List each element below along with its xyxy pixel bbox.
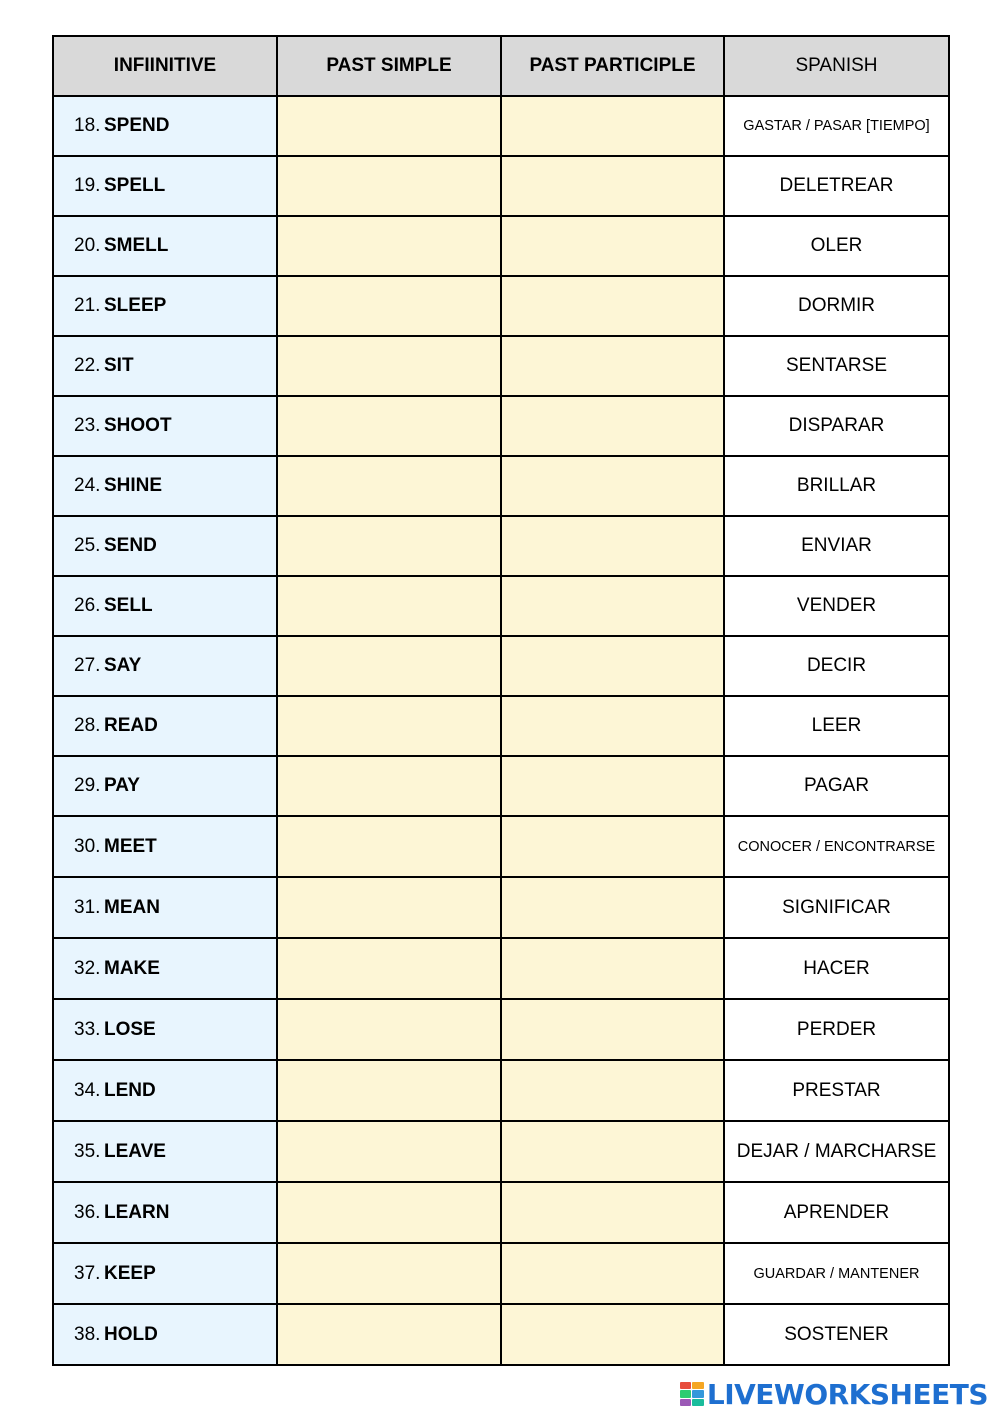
table-row [53,938,949,999]
row-number: 32. [74,957,101,979]
past-participle-input[interactable] [506,1309,723,1362]
infinitive-verb: HOLD [104,1323,158,1345]
table-row [53,336,949,396]
infinitive-cell [53,1243,277,1304]
past-participle-cell[interactable] [501,1060,724,1121]
row-number: 30. [74,835,101,857]
infinitive-cell [53,576,277,636]
header-infinitive: INFIINITIVE [53,36,277,96]
past-participle-input[interactable] [506,521,723,573]
spanish-translation: GUARDAR / MANTENER [724,1243,949,1304]
past-simple-cell[interactable] [277,516,501,576]
past-simple-cell[interactable] [277,396,501,456]
past-participle-input[interactable] [506,101,723,153]
table-row [53,999,949,1060]
liveworksheets-logo-icon [680,1382,704,1406]
past-participle-input[interactable] [506,1065,723,1118]
past-participle-input[interactable] [506,943,723,996]
infinitive-verb: SIT [104,355,134,376]
past-participle-input[interactable] [506,1126,723,1179]
row-number: 20. [74,235,101,256]
past-participle-cell[interactable] [501,938,724,999]
past-participle-input[interactable] [506,641,723,693]
row-number: 33. [74,1018,101,1040]
past-simple-input[interactable] [282,161,500,213]
infinitive-cell [53,877,277,938]
past-simple-input[interactable] [282,761,500,813]
infinitive-cell [53,96,277,156]
row-number: 36. [74,1201,101,1223]
past-participle-cell[interactable] [501,456,724,516]
row-number: 18. [74,115,101,136]
past-simple-input[interactable] [282,1126,500,1179]
spanish-translation: PERDER [724,999,949,1060]
spanish-translation: SIGNIFICAR [724,877,949,938]
infinitive-verb: LEND [104,1079,156,1101]
spanish-translation: SOSTENER [724,1304,949,1365]
infinitive-cell [53,1060,277,1121]
row-number: 28. [74,715,101,736]
infinitive-verb: LEAVE [104,1140,166,1162]
past-simple-input[interactable] [282,1309,500,1362]
past-simple-input[interactable] [282,882,500,935]
infinitive-cell [53,456,277,516]
infinitive-cell [53,216,277,276]
table-row [53,1243,949,1304]
row-number: 37. [74,1262,101,1284]
past-simple-cell[interactable] [277,877,501,938]
infinitive-cell [53,636,277,696]
spanish-translation: DORMIR [724,276,949,336]
infinitive-cell [53,938,277,999]
past-participle-cell[interactable] [501,396,724,456]
past-simple-cell[interactable] [277,156,501,216]
past-participle-cell[interactable] [501,1304,724,1365]
past-simple-cell[interactable] [277,1182,501,1243]
spanish-translation: APRENDER [724,1182,949,1243]
spanish-translation: BRILLAR [724,456,949,516]
past-participle-cell[interactable] [501,816,724,877]
past-simple-cell[interactable] [277,816,501,877]
past-participle-cell[interactable] [501,96,724,156]
infinitive-verb: MEET [104,835,157,857]
past-simple-input[interactable] [282,461,500,513]
infinitive-verb: KEEP [104,1262,156,1284]
row-number: 31. [74,896,101,918]
infinitive-verb: SHINE [104,475,163,496]
past-participle-input[interactable] [506,882,723,935]
table-row [53,696,949,756]
past-simple-cell[interactable] [277,456,501,516]
header-past-participle: PAST PARTICIPLE [501,36,724,96]
spanish-translation: HACER [724,938,949,999]
past-simple-cell[interactable] [277,576,501,636]
past-participle-input[interactable] [506,1248,723,1301]
infinitive-verb: SAY [104,655,142,676]
spanish-translation: ENVIAR [724,516,949,576]
table-row [53,276,949,336]
table-row [53,756,949,816]
past-participle-cell[interactable] [501,756,724,816]
infinitive-cell [53,396,277,456]
header-past-simple: PAST SIMPLE [277,36,501,96]
infinitive-verb: SPELL [104,175,166,196]
liveworksheets-brand [680,1379,988,1409]
past-simple-input[interactable] [282,1187,500,1240]
spanish-translation: DELETREAR [724,156,949,216]
row-number: 29. [74,775,101,796]
spanish-translation: LEER [724,696,949,756]
infinitive-cell [53,276,277,336]
row-number: 23. [74,415,101,436]
table-body [53,96,949,1365]
table-row [53,1182,949,1243]
past-participle-cell[interactable] [501,636,724,696]
past-simple-cell[interactable] [277,636,501,696]
spanish-translation: OLER [724,216,949,276]
past-participle-cell[interactable] [501,216,724,276]
row-number: 26. [74,595,101,616]
table-row [53,216,949,276]
row-number: 24. [74,475,101,496]
past-simple-input[interactable] [282,281,500,333]
past-simple-input[interactable] [282,641,500,693]
past-simple-cell[interactable] [277,216,501,276]
past-simple-input[interactable] [282,341,500,393]
infinitive-cell [53,756,277,816]
spanish-translation: GASTAR / PASAR [TIEMPO] [724,96,949,156]
row-number: 34. [74,1079,101,1101]
infinitive-verb: SMELL [104,235,169,256]
brand-name: LIVEWORKSHEETS [706,1377,988,1411]
infinitive-cell [53,1121,277,1182]
past-simple-input[interactable] [282,821,500,874]
past-participle-input[interactable] [506,701,723,753]
past-simple-input[interactable] [282,401,500,453]
infinitive-verb: PAY [104,775,140,796]
infinitive-cell [53,1182,277,1243]
past-simple-cell[interactable] [277,1243,501,1304]
row-number: 25. [74,535,101,556]
past-participle-cell[interactable] [501,276,724,336]
past-simple-cell[interactable] [277,1304,501,1365]
infinitive-verb: SHOOT [104,415,172,436]
verb-table [52,35,950,1366]
infinitive-verb: SPEND [104,115,170,136]
past-participle-cell[interactable] [501,1121,724,1182]
past-simple-cell[interactable] [277,938,501,999]
past-participle-input[interactable] [506,221,723,273]
past-participle-input[interactable] [506,461,723,513]
infinitive-verb: MEAN [104,896,160,918]
table-row [53,1121,949,1182]
spanish-translation: PRESTAR [724,1060,949,1121]
past-participle-input[interactable] [506,821,723,874]
header-spanish: SPANISH [724,36,949,96]
spanish-translation: PAGAR [724,756,949,816]
table-row [53,396,949,456]
past-simple-input[interactable] [282,1004,500,1057]
infinitive-cell [53,696,277,756]
past-participle-cell[interactable] [501,999,724,1060]
past-participle-input[interactable] [506,1004,723,1057]
past-simple-cell[interactable] [277,999,501,1060]
past-participle-cell[interactable] [501,156,724,216]
past-simple-input[interactable] [282,581,500,633]
table-row [53,516,949,576]
infinitive-cell [53,816,277,877]
table-header-row [53,36,949,96]
table-row [53,456,949,516]
infinitive-cell [53,156,277,216]
past-participle-input[interactable] [506,401,723,453]
past-participle-cell[interactable] [501,1243,724,1304]
past-participle-cell[interactable] [501,576,724,636]
past-participle-input[interactable] [506,281,723,333]
infinitive-verb: LEARN [104,1201,170,1223]
past-simple-input[interactable] [282,1248,500,1301]
table-row [53,636,949,696]
row-number: 22. [74,355,101,376]
row-number: 38. [74,1323,101,1345]
spanish-translation: CONOCER / ENCONTRARSE [724,816,949,877]
past-simple-cell[interactable] [277,696,501,756]
table-row [53,1304,949,1365]
past-simple-cell[interactable] [277,756,501,816]
past-participle-cell[interactable] [501,696,724,756]
past-simple-cell[interactable] [277,1121,501,1182]
past-simple-cell[interactable] [277,276,501,336]
past-participle-cell[interactable] [501,877,724,938]
spanish-translation: DECIR [724,636,949,696]
infinitive-verb: SEND [104,535,157,556]
infinitive-verb: SELL [104,595,153,616]
table-row [53,816,949,877]
past-simple-cell[interactable] [277,1060,501,1121]
infinitive-verb: SLEEP [104,295,167,316]
infinitive-cell [53,999,277,1060]
past-participle-input[interactable] [506,761,723,813]
past-simple-input[interactable] [282,521,500,573]
table-row [53,576,949,636]
past-participle-cell[interactable] [501,336,724,396]
past-simple-input[interactable] [282,943,500,996]
past-participle-cell[interactable] [501,1182,724,1243]
row-number: 35. [74,1140,101,1162]
infinitive-verb: MAKE [104,957,160,979]
past-simple-cell[interactable] [277,96,501,156]
table-row [53,1060,949,1121]
spanish-translation: DEJAR / MARCHARSE [724,1121,949,1182]
past-participle-cell[interactable] [501,516,724,576]
table-row [53,877,949,938]
table-row [53,156,949,216]
infinitive-cell [53,1304,277,1365]
infinitive-verb: LOSE [104,1018,156,1040]
past-participle-input[interactable] [506,1187,723,1240]
past-simple-input[interactable] [282,101,500,153]
past-participle-input[interactable] [506,161,723,213]
row-number: 21. [74,295,101,316]
spanish-translation: VENDER [724,576,949,636]
past-simple-input[interactable] [282,1065,500,1118]
past-participle-input[interactable] [506,581,723,633]
spanish-translation: DISPARAR [724,396,949,456]
spanish-translation: SENTARSE [724,336,949,396]
infinitive-cell [53,336,277,396]
row-number: 19. [74,175,101,196]
infinitive-cell [53,516,277,576]
past-simple-input[interactable] [282,221,500,273]
table-row [53,96,949,156]
past-simple-cell[interactable] [277,336,501,396]
infinitive-verb: READ [104,715,158,736]
row-number: 27. [74,655,101,676]
past-participle-input[interactable] [506,341,723,393]
past-simple-input[interactable] [282,701,500,753]
